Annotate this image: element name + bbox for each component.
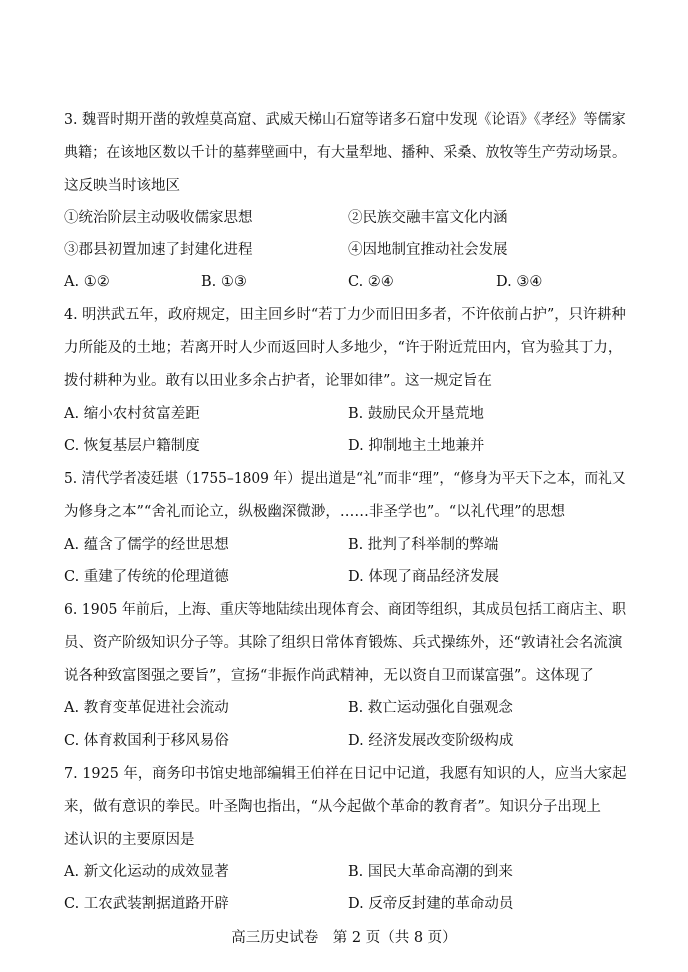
question-7-line-1: 7. 1925 年，商务印书馆史地部编辑王伯祥在日记中记道，我愿有知识的人，应当大家起 xyxy=(64,766,627,782)
question-3-line-3: 这反映当时该地区 xyxy=(64,178,180,194)
question-3-statement-2: ②民族交融丰富文化内涵 xyxy=(348,210,508,226)
question-4-line-2: 力所能及的土地；若离开时人少而返回时人多地少，“许于附近荒田内，官为验其丁力， xyxy=(64,340,623,356)
question-7-line-3: 述认识的主要原因是 xyxy=(64,832,195,848)
question-7-option-b: B. 国民大革命高潮的到来 xyxy=(348,864,513,880)
question-6-option-a: A. 教育变革促进社会流动 xyxy=(64,700,229,716)
question-5-option-a: A. 蕴含了儒学的经世思想 xyxy=(64,537,229,553)
question-5-line-1: 5. 清代学者凌廷堪（1755–1809 年）提出道是“礼”而非“理”，“修身为平天下之本，而礼又 xyxy=(64,471,626,487)
question-6-option-d: D. 经济发展改变阶级构成 xyxy=(348,733,514,749)
question-3-option-d: D. ③④ xyxy=(496,274,543,290)
question-4-option-b: B. 鼓励民众开垦荒地 xyxy=(348,406,484,422)
question-4-option-a: A. 缩小农村贫富差距 xyxy=(64,406,200,422)
question-7-option-c: C. 工农武装割据道路开辟 xyxy=(64,896,229,912)
question-4-line-3: 拨付耕种为业。敢有以田业多余占护者，论罪如律”。这一规定旨在 xyxy=(64,373,492,389)
question-3-option-c: C. ②④ xyxy=(348,274,394,290)
question-5-option-d: D. 体现了商品经济发展 xyxy=(348,569,499,585)
question-4-option-d: D. 抑制地主土地兼并 xyxy=(348,438,485,454)
question-6-line-2: 员、资产阶级知识分子等。其除了组织日常体育锻炼、兵式操练外，还“敦请社会名流演 xyxy=(64,635,623,651)
question-5-option-c: C. 重建了传统的伦理道德 xyxy=(64,569,229,585)
question-5-option-b: B. 批判了科举制的弊端 xyxy=(348,537,499,553)
question-3-statement-3: ③郡县初置加速了封建化进程 xyxy=(64,242,253,258)
question-3-statement-1: ①统治阶层主动吸收儒家思想 xyxy=(64,210,253,226)
question-3-line-2: 典籍；在该地区数以千计的墓葬壁画中，有大量犁地、播种、采桑、放牧等生产劳动场景。 xyxy=(64,145,626,161)
question-6-line-1: 6. 1905 年前后，上海、重庆等地陆续出现体育会、商团等组织，其成员包括工商店主、职 xyxy=(64,602,626,618)
question-7-option-a: A. 新文化运动的成效显著 xyxy=(64,864,229,880)
question-4-line-1: 4. 明洪武五年，政府规定，田主回乡时“若丁力少而旧田多者，不许依前占护”，只许耕种 xyxy=(64,307,626,323)
question-3-option-b: B. ①③ xyxy=(201,274,247,290)
question-7-line-2: 来，做有意识的拳民。叶圣陶也指出，“从今起做个革命的教育者”。知识分子出现上 xyxy=(64,799,601,815)
question-4-option-c: C. 恢复基层户籍制度 xyxy=(64,438,200,454)
question-6-line-3: 说各种致富图强之要旨”，宣扬“非振作尚武精神，无以资自卫而谋富强”。这体现了 xyxy=(64,668,594,684)
question-3-option-a: A. ①② xyxy=(64,274,110,290)
question-3-statement-4: ④因地制宜推动社会发展 xyxy=(348,242,508,258)
page-footer: 高三历史试卷 第 2 页（共 8 页） xyxy=(231,930,457,946)
question-6-option-c: C. 体育救国利于移风易俗 xyxy=(64,733,229,749)
question-5-line-2: 为修身之本”“舍礼而论立，纵极幽深微渺，……非圣学也”。“以礼代理”的思想 xyxy=(64,504,566,520)
question-6-option-b: B. 救亡运动强化自强观念 xyxy=(348,700,513,716)
question-7-option-d: D. 反帝反封建的革命动员 xyxy=(348,896,514,912)
question-3-line-1: 3. 魏晋时期开凿的敦煌莫高窟、武威天梯山石窟等诸多石窟中发现《论语》《孝经》等儒家 xyxy=(64,112,626,128)
